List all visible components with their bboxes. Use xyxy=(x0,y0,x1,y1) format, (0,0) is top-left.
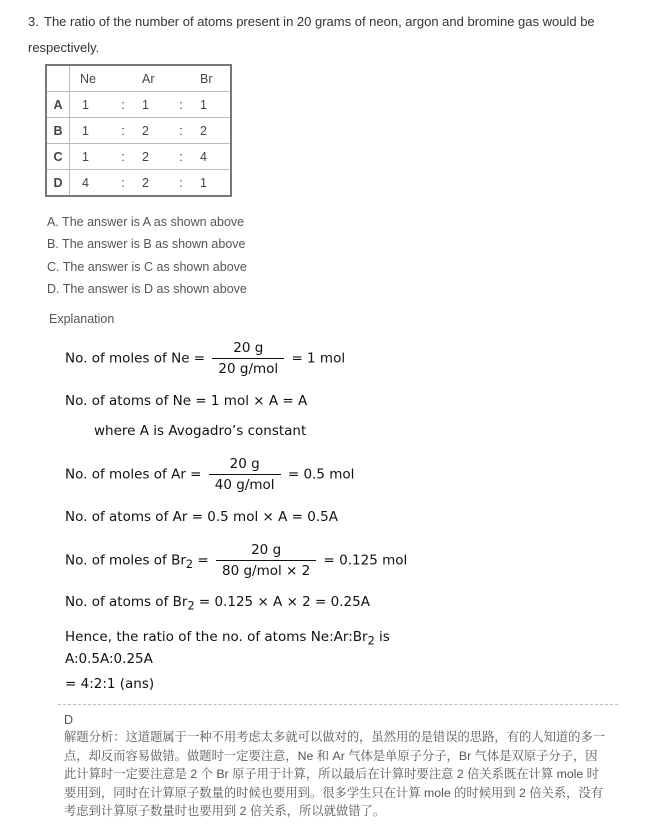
equation-atoms-ne: No. of atoms of Ne = 1 mol × A = A xyxy=(65,393,308,409)
header-br: Br xyxy=(186,65,231,92)
table-header-row xyxy=(46,65,231,92)
ratio-separator: : xyxy=(118,170,128,197)
cell-ar: 2 xyxy=(128,144,176,170)
explanation-label: Explanation xyxy=(49,312,115,326)
header-ar: Ar xyxy=(128,65,176,92)
correct-answer: D xyxy=(64,713,74,727)
ratio-separator: : xyxy=(176,92,186,118)
table-row xyxy=(46,144,231,170)
avogadro-note: where A is Avogadro’s constant xyxy=(94,423,307,439)
cell-br: 1 xyxy=(186,92,231,118)
cell-ne: 1 xyxy=(70,118,119,144)
ratio-line: A:0.5A:0.25A xyxy=(65,651,153,667)
equation-atoms-ar: No. of atoms of Ar = 0.5 mol × A = 0.5A xyxy=(65,509,338,525)
row-key: C xyxy=(46,144,70,170)
ratio-separator: : xyxy=(118,118,128,144)
header-ne: Ne xyxy=(70,65,119,92)
row-key: A xyxy=(46,92,70,118)
answer-option-b[interactable]: B. The answer is B as shown above xyxy=(47,237,246,252)
ratio-separator: : xyxy=(176,170,186,197)
fraction: $\frac{20 g}{\text{20 g/mol}}$ xyxy=(212,340,284,377)
cell-ar: 2 xyxy=(128,170,176,197)
row-key: D xyxy=(46,170,70,197)
cell-ar: 1 xyxy=(128,92,176,118)
answer-option-c[interactable]: C. The answer is C as shown above xyxy=(47,259,247,274)
ratio-separator: : xyxy=(176,144,186,170)
cell-br: 1 xyxy=(186,170,231,197)
divider xyxy=(58,704,618,705)
cell-ne: 1 xyxy=(70,92,119,118)
options-table xyxy=(45,64,232,197)
question-text: The ratio of the number of atoms present in 20 grams of neon, argon and bromine gas would be respectively. xyxy=(28,14,595,55)
equation-moles-ar: No. of moles of Ar = $\frac{20 g}{\text{40 g/mol}}$ = 0.5 mol xyxy=(65,456,355,493)
answer-options xyxy=(47,211,247,301)
ratio-separator: : xyxy=(118,92,128,118)
answer-option-a[interactable]: A. The answer is A as shown above xyxy=(47,215,245,229)
table-row xyxy=(46,92,231,118)
cell-br: 2 xyxy=(186,118,231,144)
equation-atoms-br2: No. of atoms of $Br_2 = 0.125 \times A \times 2 = 0.25A$ xyxy=(65,594,370,613)
table-row xyxy=(46,170,231,197)
question xyxy=(28,9,648,61)
cell-ar: 2 xyxy=(128,118,176,144)
table-row xyxy=(46,118,231,144)
hence-statement: Hence, the ratio of the no. of atoms $Ne:Ar:Br_2$ is xyxy=(65,629,390,648)
question-number: 3. xyxy=(28,14,39,29)
equation-moles-ne: No. of moles of Ne = $\frac{20 g}{\text{20 g/mol}}$ = 1 mol xyxy=(65,340,346,377)
fraction: $\frac{20 g}{\text{80 g/mol × 2}}$ xyxy=(216,542,316,579)
analysis-text: 解题分析：这道题属于一种不用考虑太多就可以做对的，虽然用的是错误的思路，有的人知道的多一点，却反而容易做错。做题时一定要注意，Ne 和 Ar 气体是单原子分子，Br 气体是双原子分子，因此计算时一定要注意是 2 个 Br 原子用于计算，所以最后在计算时要注意 2 倍关系既在计算 mole 时要用到，同时在计算原子数量的时候也要用到。很多学生只在计算 mole 的时候用到 2 倍关系，没有考虑到计算原子数量时也要用到 2 倍关系，所以就做错了。 xyxy=(64,730,606,818)
row-key: B xyxy=(46,118,70,144)
answer-option-d[interactable]: D. The answer is D as shown above xyxy=(47,282,247,297)
cell-ne: 1 xyxy=(70,144,119,170)
ratio-separator: : xyxy=(176,118,186,144)
result-line: = 4:2:1 (ans) xyxy=(65,676,155,692)
fraction: $\frac{20 g}{\text{40 g/mol}}$ xyxy=(209,456,281,493)
cell-ne: 4 xyxy=(70,170,119,197)
cell-br: 4 xyxy=(186,144,231,170)
ratio-separator: : xyxy=(118,144,128,170)
equation-moles-br2: No. of moles of $Br_2$ = $\frac{20 g}{\text{80 g/mol × 2}}$ = 0.125 mol xyxy=(65,542,408,579)
